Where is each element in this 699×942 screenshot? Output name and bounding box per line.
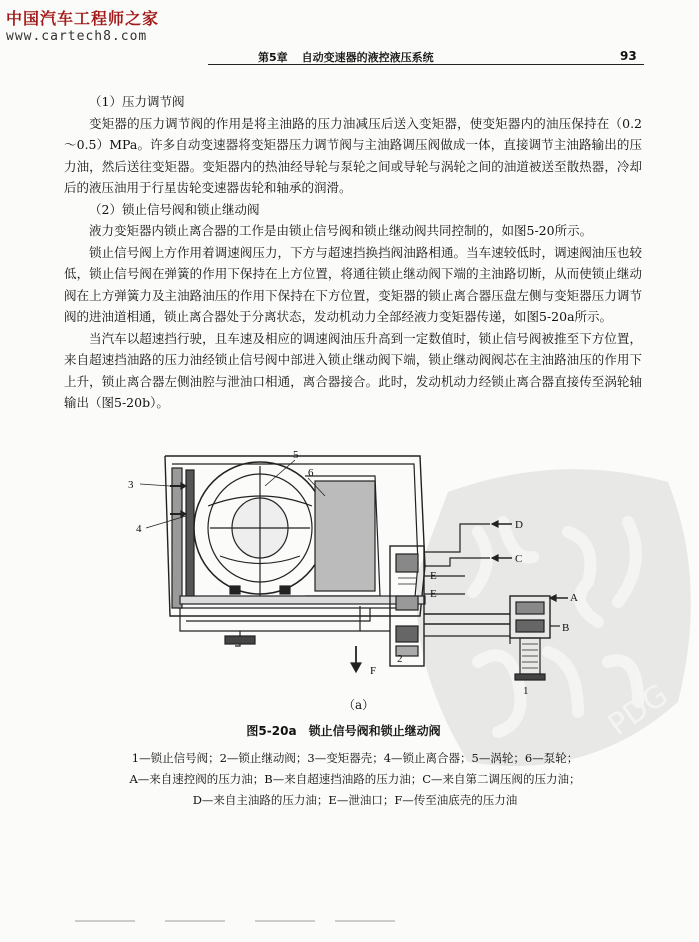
figure-number: 图5-20a xyxy=(246,724,297,738)
legend-line: 1—锁止信号阀；2—锁止继动阀；3—变矩器壳；4—锁止离合器；5—涡轮；6—泵轮； xyxy=(131,751,579,765)
label-A: A xyxy=(570,592,578,604)
label-E1: E xyxy=(430,570,437,582)
site-url: www.cartech8.com xyxy=(6,29,148,44)
paragraph: 当汽车以超速挡行驶，且车速及相应的调速阀油压升高到一定数值时，锁止信号阀被推至下方位置，来自超速挡油路的压力油经锁止信号阀中部进入锁止继动阀下端，锁止继动阀阀芯在主油路油压的作用下上升，锁止离合器左侧油腔与泄油口相通，离合器接合。此时，发动机动力经锁止离合器直接传至涡轮轴输出（图5-20b）。 xyxy=(64,330,642,410)
paragraph: 液力变矩器内锁止离合器的工作是由锁止信号阀和锁止继动阀共同控制的，如图5-20所示。 xyxy=(89,223,593,238)
label-B: B xyxy=(562,622,570,634)
heading-lockup-valves: （2）锁止信号阀和锁止继动阀 xyxy=(89,201,260,217)
label-E2: E xyxy=(430,588,437,600)
legend-line: D—来自主油路的压力油；E—泄油口；F—传至油底壳的压力油 xyxy=(192,793,518,807)
paragraph: 变矩器的压力调节阀的作用是将主油路的压力油减压后送入变矩器，使变矩器内的油压保持在（0.2～0.5）MPa。许多自动变速器将变矩器压力调节阀与主油路调压阀做成一体，直接调节主油路输出的压力油，然后送往变矩器。变矩器内的热油经导轮与泵轮之间或导轮与涡轮之间的油道被送至散热器，冷却后的液压油用于行星齿轮变速器齿轮和轴承的润滑。 xyxy=(64,115,642,195)
figure-caption xyxy=(0,722,699,739)
site-name: 中国汽车工程师之家 xyxy=(6,9,160,28)
header-rule xyxy=(208,64,644,65)
running-header xyxy=(258,49,448,65)
page-number: 93 xyxy=(620,49,637,63)
figure-legend xyxy=(60,748,650,811)
figure-subcaption: （a） xyxy=(343,698,375,712)
label-D: D xyxy=(515,519,523,531)
chapter-number: 第5章 xyxy=(258,51,288,64)
chapter-title: 自动变速器的液控液压系统 xyxy=(301,51,434,64)
bottom-smudge xyxy=(75,918,425,924)
paragraph: 锁止信号阀上方作用着调速阀压力，下方与超速挡换挡阀油路相通。当车速较低时，调速阀油压也较低，锁止信号阀在弹簧的作用下保持在上方位置，将通往锁止继动阀下端的主油路切断，从而使锁止继动阀在上方弹簧力及主油路油压的作用下保持在下方位置，变矩器的锁止离合器压盘左侧与变矩器压力调节阀的进油道相通，锁止离合器处于分离状态，发动机动力全部经液力变矩器传递，如图5-20a所示。 xyxy=(64,244,642,324)
figure-title: 锁止信号阀和锁止继动阀 xyxy=(308,724,441,738)
label-4: 4 xyxy=(136,523,142,535)
watermark-text: PDG xyxy=(601,677,675,744)
label-C: C xyxy=(515,553,523,565)
body-text xyxy=(64,91,642,414)
label-3: 3 xyxy=(128,479,134,491)
label-F: F xyxy=(370,665,377,677)
valve-diagram xyxy=(120,446,620,708)
label-5: 5 xyxy=(293,449,299,461)
label-2: 2 xyxy=(397,653,403,665)
label-6: 6 xyxy=(308,467,314,479)
label-1: 1 xyxy=(523,685,529,697)
legend-line: A—来自速控阀的压力油；B—来自超速挡油路的压力油；C—来自第二调压阀的压力油； xyxy=(129,772,581,786)
heading-pressure-valve: （1）压力调节阀 xyxy=(89,94,185,109)
